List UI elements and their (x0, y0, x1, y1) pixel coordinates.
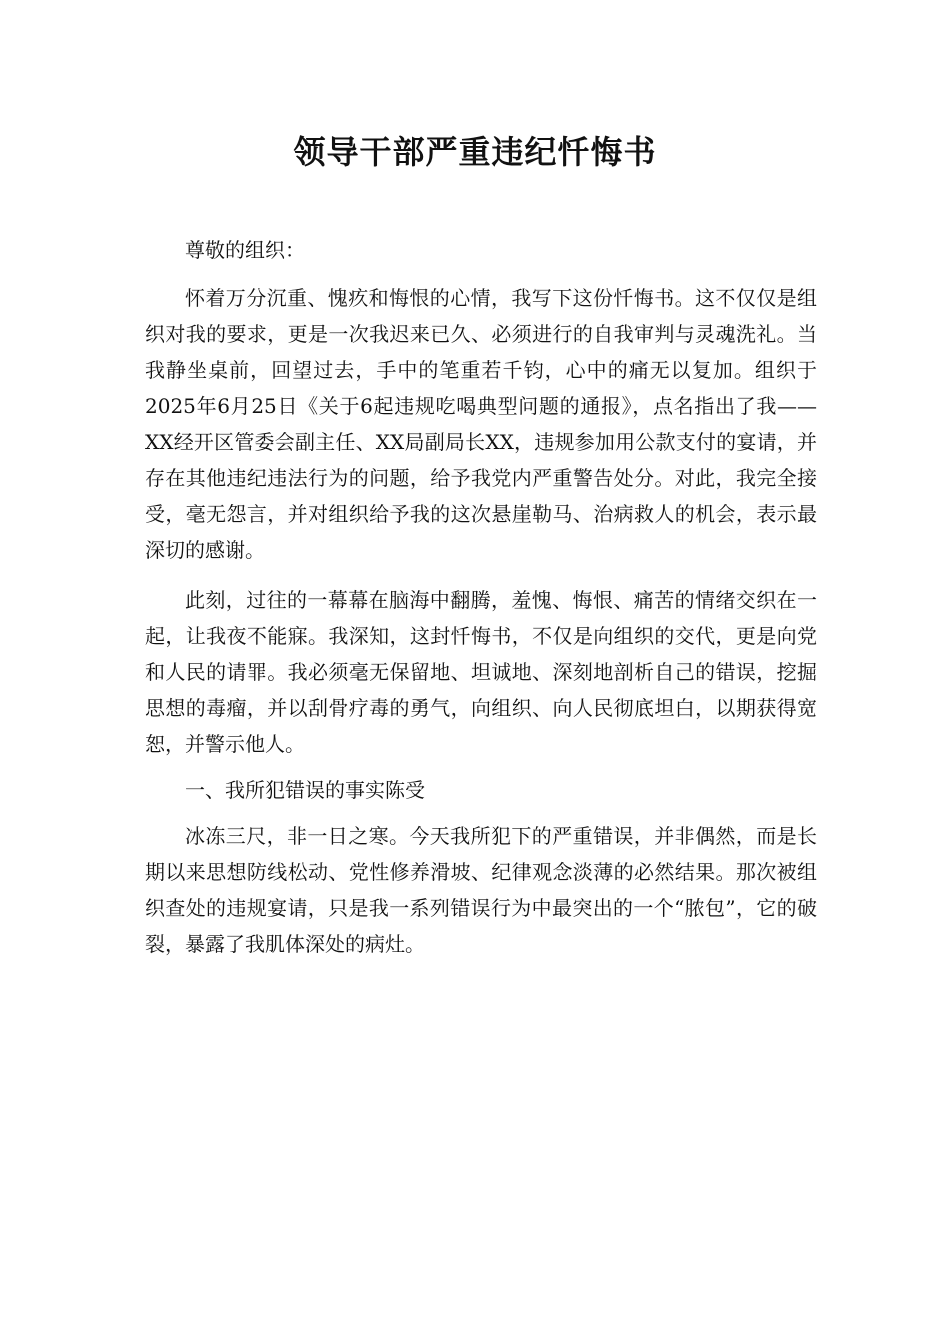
document-body (145, 232, 817, 962)
section-paragraph: 冰冻三尺，非一日之寒。今天我所犯下的严重错误，并非偶然，而是长期以来思想防线松动、党性修养滑坡、纪律观念淡薄的必然结果。那次被组织查处的违规宴请，只是我一系列错误行为中最突出的一个“脓包”，它的破裂，暴露了我肌体深处的病灶。 (145, 824, 817, 956)
section-heading: 一、我所犯错误的事实陈受 (185, 778, 425, 802)
paragraph-1: 怀着万分沉重、愧疚和悔恨的心情，我写下这份忏悔书。这不仅仅是组织对我的要求，更是一次我迟来已久、必须进行的自我审判与灵魂洗礼。当我静坐桌前，回望过去，手中的笔重若千钧，心中的痛无以复加。组织于2025年6月25日《关于6起违规吃喝典型问题的通报》，点名指出了我——XX经开区管委会副主任、XX局副局长XX，违规参加用公款支付的宴请，并存在其他违纪违法行为的问题，给予我党内严重警告处分。对此，我完全接受，毫无怨言，并对组织给予我的这次悬崖勒马、治病救人的机会，表示最深切的感谢。 (145, 286, 817, 562)
document-title: 领导干部严重违纪忏悔书 (293, 133, 657, 171)
salutation: 尊敬的组织： (185, 238, 305, 262)
paragraph-2: 此刻，过往的一幕幕在脑海中翻腾，羞愧、悔恨、痛苦的情绪交织在一起，让我夜不能寐。我深知，这封忏悔书，不仅是向组织的交代，更是向党和人民的请罪。我必须毫无保留地、坦诚地、深刻地剖析自己的错误，挖掘思想的毒瘤，并以刮骨疗毒的勇气，向组织、向人民彻底坦白，以期获得宽恕，并警示他人。 (145, 588, 817, 756)
